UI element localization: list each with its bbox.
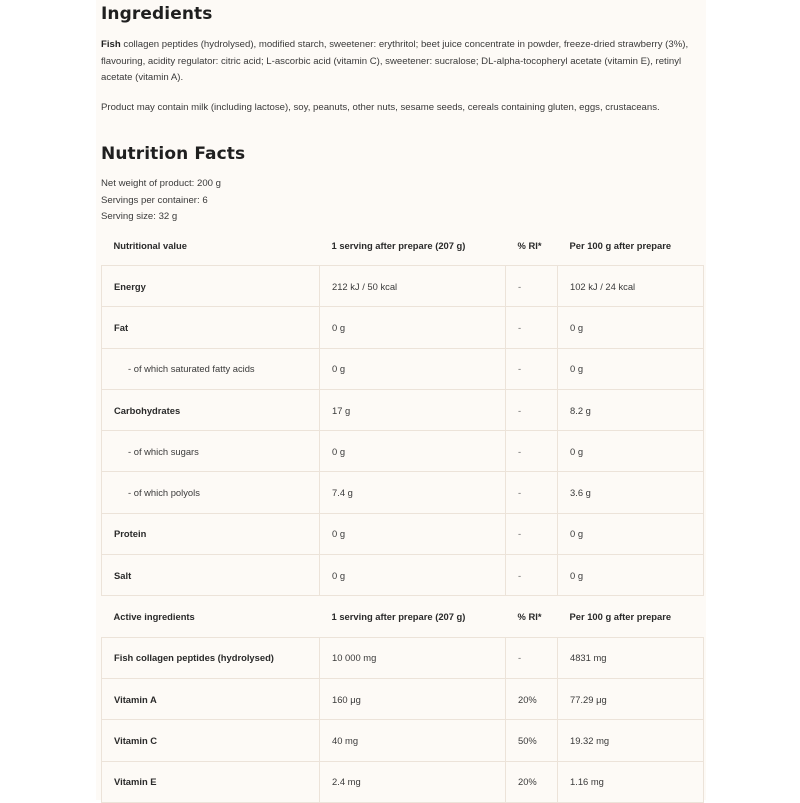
row-label: Salt — [102, 555, 320, 596]
serving-size: Serving size: 32 g — [101, 211, 178, 222]
ingredients-text — [101, 37, 701, 87]
ri-value: 20% — [506, 678, 558, 719]
row-label: Fat — [102, 307, 320, 348]
column-header: Nutritional value — [113, 239, 187, 251]
per-100g-value: 0 g — [558, 348, 704, 389]
ri-value: 20% — [506, 761, 558, 802]
row-label: - of which polyols — [102, 472, 320, 513]
nutrition-facts-title: Nutrition Facts — [101, 144, 246, 164]
column-header: 1 serving after prepare (207 g) — [331, 611, 466, 623]
table-row — [102, 555, 704, 596]
column-header: % RI* — [517, 239, 542, 251]
column-header: 1 serving after prepare (207 g) — [331, 239, 466, 251]
allergen-statement: Product may contain milk (including lactose), soy, peanuts, other nuts, sesame seeds, cereals containing gluten, eggs, crustaceans. — [101, 102, 660, 113]
per-100g-value: 102 kJ / 24 kcal — [558, 266, 704, 307]
table-row — [102, 472, 704, 513]
row-label: - of which sugars — [102, 431, 320, 472]
serving-value: 7.4 g — [320, 472, 506, 513]
per-100g-value: 8.2 g — [558, 389, 704, 430]
table-row — [102, 431, 704, 472]
ri-value: - — [506, 389, 558, 430]
table-row — [102, 389, 704, 430]
per-100g-value: 19.32 mg — [558, 720, 704, 761]
ri-value: 50% — [506, 720, 558, 761]
per-100g-value: 1.16 mg — [558, 761, 704, 802]
row-label: Carbohydrates — [102, 389, 320, 430]
column-header: % RI* — [517, 611, 542, 623]
row-label: Vitamin A — [102, 678, 320, 719]
column-header: Active ingredients — [113, 611, 195, 623]
nutrition-table — [101, 225, 704, 803]
serving-value: 40 mg — [320, 720, 506, 761]
serving-value: 0 g — [320, 513, 506, 554]
serving-value: 160 μg — [320, 678, 506, 719]
serving-value: 0 g — [320, 348, 506, 389]
ri-value: - — [506, 266, 558, 307]
ri-value: - — [506, 472, 558, 513]
ingredients-title: Ingredients — [101, 4, 213, 24]
ri-value: - — [506, 348, 558, 389]
per-100g-value: 0 g — [558, 555, 704, 596]
row-label: Energy — [102, 266, 320, 307]
table-row — [102, 513, 704, 554]
table-row — [102, 720, 704, 761]
per-100g-value: 77.29 μg — [558, 678, 704, 719]
serving-value: 10 000 mg — [320, 637, 506, 678]
table-header-row — [102, 596, 704, 637]
serving-value: 0 g — [320, 431, 506, 472]
row-label: - of which saturated fatty acids — [102, 348, 320, 389]
column-header: Per 100 g after prepare — [569, 611, 672, 623]
row-label: Vitamin E — [102, 761, 320, 802]
row-label: Protein — [102, 513, 320, 554]
column-header: Per 100 g after prepare — [569, 239, 672, 251]
table-row — [102, 678, 704, 719]
ingredients-body: collagen peptides (hydrolysed), modified starch, sweetener: erythritol; beet juice concentrate in powder, freeze-dried strawberry (3%), flavouring, acidity regulator: citric acid; L-ascorbic acid (vitamin C), sweetener: sucralose; DL-alpha-tocopheryl acetate (vitamin E), retinyl acetate (vitamin A). — [101, 39, 689, 83]
per-100g-value: 3.6 g — [558, 472, 704, 513]
per-100g-value: 0 g — [558, 307, 704, 348]
product-meta — [101, 176, 221, 226]
table-row — [102, 348, 704, 389]
ingredients-lead: Fish — [101, 39, 121, 50]
serving-value: 2.4 mg — [320, 761, 506, 802]
row-label: Fish collagen peptides (hydrolysed) — [102, 637, 320, 678]
per-100g-value: 0 g — [558, 431, 704, 472]
table-row — [102, 266, 704, 307]
ri-value: - — [506, 637, 558, 678]
serving-value: 0 g — [320, 555, 506, 596]
serving-value: 17 g — [320, 389, 506, 430]
per-100g-value: 4831 mg — [558, 637, 704, 678]
per-100g-value: 0 g — [558, 513, 704, 554]
ri-value: - — [506, 555, 558, 596]
serving-value: 0 g — [320, 307, 506, 348]
servings-per-container: Servings per container: 6 — [101, 194, 208, 206]
table-row — [102, 761, 704, 802]
table-row — [102, 637, 704, 678]
ri-value: - — [506, 431, 558, 472]
table-header-row — [102, 225, 704, 266]
ri-value: - — [506, 513, 558, 554]
serving-value: 212 kJ / 50 kcal — [320, 266, 506, 307]
row-label: Vitamin C — [102, 720, 320, 761]
net-weight: Net weight of product: 200 g — [101, 178, 221, 189]
ri-value: - — [506, 307, 558, 348]
table-row — [102, 307, 704, 348]
